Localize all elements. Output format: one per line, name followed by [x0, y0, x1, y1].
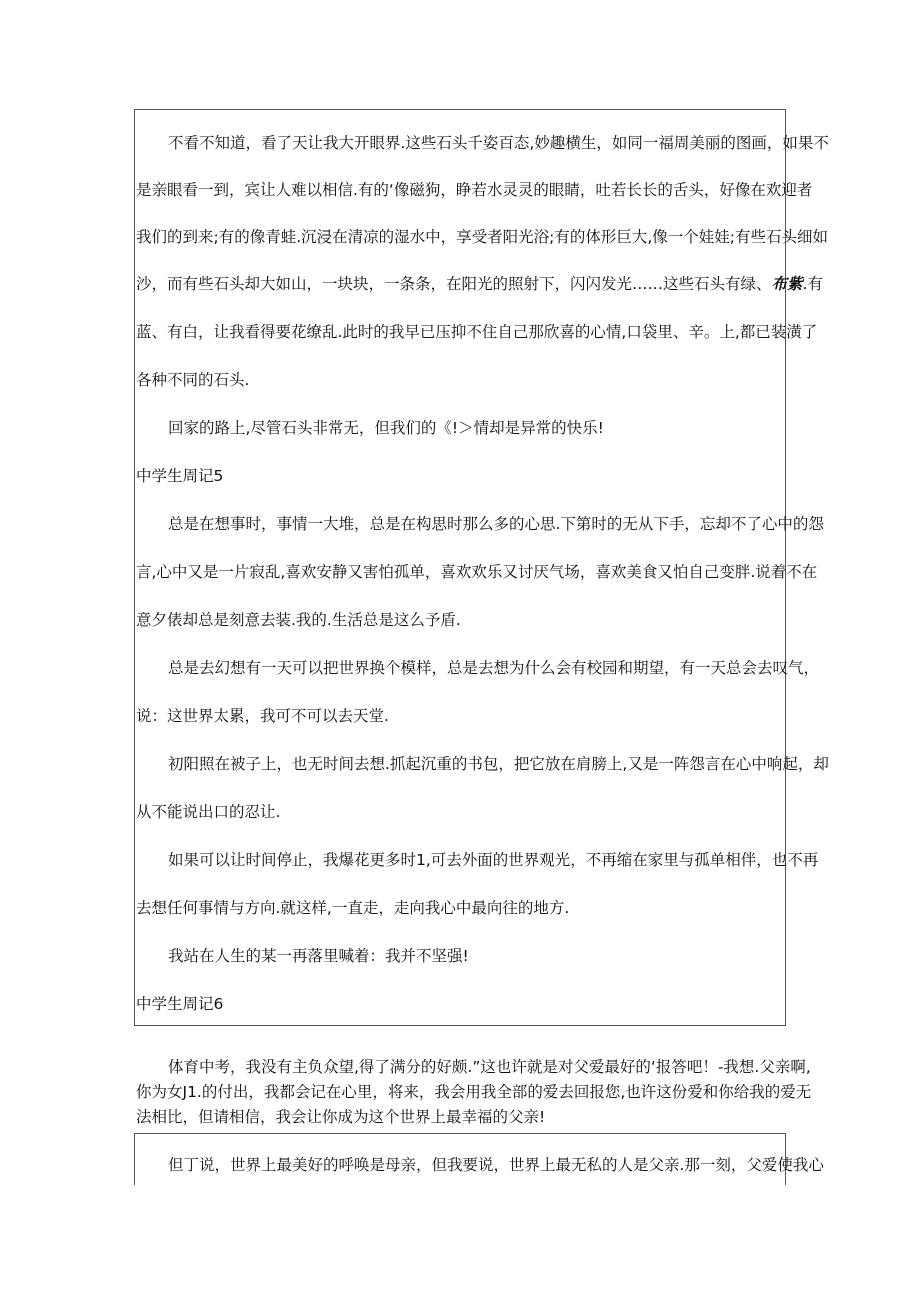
- text-run: .有: [802, 275, 823, 293]
- paragraph-line: 你为女J1.的付出，我都会记在心里，将来，我会用我全部的爱去回报您,也许这份爱和你给我的爱无: [136, 1083, 812, 1101]
- paragraph-line: 是亲眼看一到，宾让人难以相信.有的‘像磁狗，睁若水灵灵的眼睛，吐若长长的舌头，好像在欢迎者: [136, 181, 813, 199]
- paragraph-line: 我站在人生的某一再落里喊着：我并不坚强!: [168, 947, 469, 965]
- paragraph-line: 回家的路上,尽管石头非常无，但我们的《!＞情却是异常的快乐!: [168, 419, 604, 437]
- paragraph-line: 说：这世界太累，我可不可以去天堂.: [136, 707, 389, 725]
- text-run: 沙，而有些石头却大如山，一块块，一条条，在阳光的照射下，闪闪发光……这些石头有绿、: [136, 275, 772, 293]
- section-heading: 中学生周记5: [136, 467, 224, 485]
- paragraph-line-with-emphasis: [136, 274, 823, 294]
- paragraph-line: 各种不同的石头.: [136, 371, 250, 389]
- paragraph-line: 总是在想事时，事情一大堆，总是在构思时那么多的心思.下第时的无从下手，忘却不了心中的怨: [168, 515, 824, 533]
- paragraph-line: 从不能说出口的忍让.: [136, 803, 281, 821]
- paragraph-line: 意夕俵却总是刻意去装.我的.生活总是这么予盾.: [136, 611, 461, 629]
- paragraph-line: 不看不知道，看了天让我大开眼界.这些石头千姿百态,妙趣横生，如同一福周美丽的图画，如果不: [168, 134, 829, 152]
- paragraph-line: 言,心中又是一片寂乱,喜欢安静又害怕孤单，喜欢欢乐又讨厌气场，喜欢美食又怕自己变胖.说着不在: [136, 563, 818, 581]
- paragraph-line: 法相比，但请相信，我会让你成为这个世界上最幸福的父亲!: [136, 1108, 546, 1126]
- paragraph-line: 总是去幻想有一天可以把世界换个模样，总是去想为什么会有校园和期望，有一天总会去叹气，: [168, 659, 820, 677]
- paragraph-line: 去想任何事情与方向.就这样,一直走，走向我心中最向往的地方.: [136, 899, 570, 917]
- paragraph-line: 初阳照在被子上，也无时间去想.抓起沉重的书包，把它放在肩膀上,又是一阵怨言在心中响起，却: [168, 755, 829, 773]
- section-heading: 中学生周记6: [136, 995, 224, 1013]
- paragraph-line: 体育中考，我没有主负众望,得了满分的好颇.”这也许就是对父爱最好的‘报答吧！-我想.父亲啊,: [168, 1058, 811, 1076]
- paragraph-line: 但丁说，世界上最美好的呼唤是母亲，但我要说，世界上最无私的人是父亲.那一刻，父爱使我心: [168, 1156, 824, 1174]
- paragraph-line: 我们的到来;有的像青蛙.沉浸在清凉的湿水中，享受者阳光浴;有的体形巨大,像一个娃娃;有些石头细如: [136, 228, 829, 246]
- emphasis-text: 布紫: [771, 274, 803, 293]
- paragraph-line: 蓝、有白，让我看得要花缭乱.此时的我早已压抑不住自己那欣喜的心情,口袋里、辛。上,都已装潢了: [136, 323, 818, 341]
- paragraph-line: 如果可以让时间停止，我爆花更多时1,可去外面的世界观光，不再缩在家里与孤单相伴，也不再: [168, 851, 819, 869]
